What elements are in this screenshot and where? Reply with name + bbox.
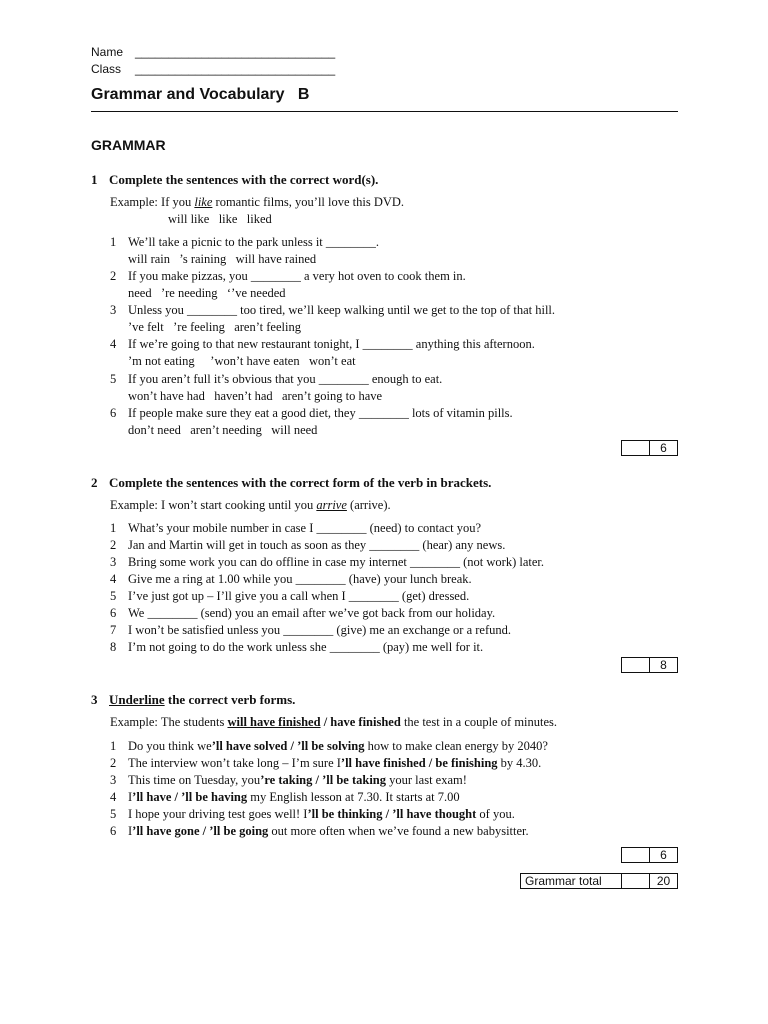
ex1-item-text: If people make sure they eat a good diet, they ________ lots of vitamin pills. bbox=[128, 406, 513, 420]
ex3-item bbox=[110, 807, 515, 822]
ex3-item-options[interactable]: ’ll have solved / ’ll be solving bbox=[211, 739, 365, 753]
name-label: Name bbox=[91, 45, 124, 59]
ex1-item bbox=[110, 235, 379, 250]
ex1-item-number: 4 bbox=[110, 337, 117, 351]
class-label: Class bbox=[91, 62, 122, 76]
ex3-number: 3 bbox=[91, 692, 98, 707]
ex2-example-answer: arrive bbox=[316, 498, 347, 512]
ex1-item-number: 6 bbox=[110, 406, 117, 420]
ex2-score-value: 8 bbox=[660, 658, 667, 672]
name-line[interactable]: ______________________________ bbox=[135, 45, 336, 59]
ex1-item-number: 3 bbox=[110, 303, 117, 317]
ex3-item-post: of you. bbox=[476, 807, 515, 821]
ex2-score-box bbox=[621, 657, 678, 673]
ex3-item bbox=[110, 824, 529, 839]
ex2-item-text: Jan and Martin will get in touch as soon as they ________ (hear) any news. bbox=[128, 538, 506, 552]
ex1-item bbox=[110, 269, 466, 284]
ex2-score-blank[interactable] bbox=[622, 658, 650, 672]
ex3-item bbox=[110, 739, 548, 754]
ex2-item-number: 3 bbox=[110, 555, 117, 569]
ex3-item-pre: The interview won’t take long – I’m sure I bbox=[128, 756, 341, 770]
ex3-item-pre: I bbox=[128, 790, 133, 804]
ex1-item bbox=[110, 406, 513, 421]
ex3-item-number: 2 bbox=[110, 756, 117, 770]
ex3-item-pre: This time on Tuesday, you bbox=[128, 773, 261, 787]
ex2-item-number: 4 bbox=[110, 572, 117, 586]
ex3-score-blank[interactable] bbox=[622, 848, 650, 862]
ex1-item-options[interactable]: need ’re needing ‘’ve needed bbox=[128, 286, 286, 300]
ex3-item bbox=[110, 790, 460, 805]
ex2-example-label: Example: bbox=[110, 498, 158, 512]
ex2-item-text: I won’t be satisfied unless you ________ (give) me an exchange or a refund. bbox=[128, 623, 511, 637]
ex2-example-post: (arrive). bbox=[346, 498, 391, 512]
ex2-item bbox=[110, 640, 483, 655]
ex2-item-text: What’s your mobile number in case I ________ (need) to contact you? bbox=[128, 521, 482, 535]
ex3-example-option-1: will have finished bbox=[227, 715, 321, 729]
ex3-item-number: 3 bbox=[110, 773, 117, 787]
ex1-item-options[interactable]: don’t need aren’t needing will need bbox=[128, 423, 318, 437]
ex1-item-text: Unless you ________ too tired, we’ll keep walking until we get to the top of that hill. bbox=[128, 303, 556, 317]
ex2-item-text: I’ve just got up – I’ll give you a call when I ________ (get) dressed. bbox=[128, 589, 470, 603]
ex3-item-pre: I hope your driving test goes well! I bbox=[128, 807, 308, 821]
ex2-item-text: Bring some work you can do offline in case my internet ________ (not work) later. bbox=[128, 555, 544, 569]
ex2-example bbox=[110, 498, 391, 513]
ex1-item-options[interactable]: ’m not eating ’won’t have eaten won’t eat bbox=[128, 354, 356, 368]
page-title: Grammar and Vocabulary B bbox=[91, 86, 310, 103]
ex2-item bbox=[110, 555, 544, 570]
ex1-instruction bbox=[91, 172, 378, 188]
title-divider bbox=[91, 111, 678, 112]
ex1-item bbox=[110, 337, 535, 352]
ex3-item-options[interactable]: ’re taking / ’ll be taking bbox=[260, 773, 387, 787]
ex3-example-label: Example: bbox=[110, 715, 158, 729]
ex1-example-answer: like bbox=[194, 195, 213, 209]
ex3-instruction-underline: Underline bbox=[109, 692, 165, 707]
ex1-score-box bbox=[621, 440, 678, 456]
ex1-example-post: romantic films, you’ll love this DVD. bbox=[212, 195, 405, 209]
ex3-item-options[interactable]: ’ll have gone / ’ll be going bbox=[132, 824, 269, 838]
ex3-item-number: 1 bbox=[110, 739, 117, 753]
grammar-total-box bbox=[520, 873, 678, 889]
ex1-item-text: If you aren’t full it’s obvious that you ________ enough to eat. bbox=[128, 372, 443, 386]
ex1-instruction-text: Complete the sentences with the correct word(s). bbox=[109, 172, 379, 187]
section-title: GRAMMAR bbox=[91, 137, 166, 153]
ex2-instruction-text: Complete the sentences with the correct form of the verb in brackets. bbox=[109, 475, 492, 490]
ex3-item-post: how to make clean energy by 2040? bbox=[364, 739, 548, 753]
ex1-number: 1 bbox=[91, 172, 98, 187]
ex3-item-post: my English lesson at 7.30. It starts at 7.00 bbox=[247, 790, 460, 804]
ex1-item-options[interactable]: will rain ’s raining will have rained bbox=[128, 252, 317, 266]
ex3-score-box bbox=[621, 847, 678, 863]
ex3-item-options[interactable]: ’ll be thinking / ’ll have thought bbox=[307, 807, 477, 821]
ex1-example bbox=[110, 195, 404, 210]
ex3-item-options[interactable]: ’ll have / ’ll be having bbox=[132, 790, 248, 804]
grammar-total-blank[interactable] bbox=[622, 874, 650, 888]
ex3-item-post: out more often when we’ve found a new babysitter. bbox=[268, 824, 529, 838]
ex1-item-number: 2 bbox=[110, 269, 117, 283]
ex2-item bbox=[110, 623, 511, 638]
ex2-item bbox=[110, 589, 469, 604]
ex3-instruction bbox=[91, 692, 295, 708]
grammar-total-value: 20 bbox=[656, 874, 671, 888]
ex2-item bbox=[110, 521, 481, 536]
ex2-item-text: We ________ (send) you an email after we’ve got back from our holiday. bbox=[128, 606, 496, 620]
ex3-item-options[interactable]: ’ll have finished / be finishing bbox=[340, 756, 498, 770]
ex2-item bbox=[110, 538, 505, 553]
ex2-example-pre: I won’t start cooking until you bbox=[161, 498, 317, 512]
ex3-example-post: the test in a couple of minutes. bbox=[400, 715, 558, 729]
ex3-item-post: by 4.30. bbox=[497, 756, 542, 770]
ex2-item-number: 1 bbox=[110, 521, 117, 535]
ex2-item-number: 5 bbox=[110, 589, 117, 603]
ex1-item-number: 5 bbox=[110, 372, 117, 386]
ex3-item-post: your last exam! bbox=[386, 773, 467, 787]
ex2-item-number: 6 bbox=[110, 606, 117, 620]
ex2-instruction bbox=[91, 475, 491, 491]
ex1-example-label: Example: bbox=[110, 195, 158, 209]
ex2-number: 2 bbox=[91, 475, 98, 490]
ex3-score-value: 6 bbox=[660, 848, 667, 862]
ex2-item-number: 8 bbox=[110, 640, 117, 654]
ex3-item-pre: Do you think we bbox=[128, 739, 212, 753]
ex3-example bbox=[110, 715, 557, 730]
ex2-item bbox=[110, 572, 472, 587]
ex3-instruction-text: the correct verb forms. bbox=[164, 692, 296, 707]
ex1-example-options: will like like liked bbox=[168, 212, 272, 226]
ex3-item-number: 4 bbox=[110, 790, 117, 804]
ex2-item bbox=[110, 606, 495, 621]
ex1-example-pre: If you bbox=[161, 195, 195, 209]
ex1-item-text: If we’re going to that new restaurant tonight, I ________ anything this afternoon. bbox=[128, 337, 535, 351]
ex1-item-text: If you make pizzas, you ________ a very hot oven to cook them in. bbox=[128, 269, 466, 283]
ex2-item-number: 2 bbox=[110, 538, 117, 552]
grammar-total-label: Grammar total bbox=[521, 874, 622, 888]
ex1-item-options[interactable]: won’t have had haven’t had aren’t going to have bbox=[128, 389, 383, 403]
ex1-item bbox=[110, 303, 555, 318]
ex3-example-option-2: have finished bbox=[330, 715, 401, 729]
ex3-item-number: 5 bbox=[110, 807, 117, 821]
ex3-item-pre: I bbox=[128, 824, 133, 838]
ex1-item bbox=[110, 372, 442, 387]
ex3-example-sep: / bbox=[320, 715, 331, 729]
ex3-item-number: 6 bbox=[110, 824, 117, 838]
class-line[interactable]: ______________________________ bbox=[135, 62, 336, 76]
ex3-item bbox=[110, 756, 541, 771]
ex1-item-number: 1 bbox=[110, 235, 117, 249]
ex3-item bbox=[110, 773, 467, 788]
ex1-score-blank[interactable] bbox=[622, 441, 650, 455]
ex2-item-text: I’m not going to do the work unless she ________ (pay) me well for it. bbox=[128, 640, 484, 654]
ex2-item-text: Give me a ring at 1.00 while you ________ (have) your lunch break. bbox=[128, 572, 472, 586]
ex2-item-number: 7 bbox=[110, 623, 117, 637]
ex1-score-value: 6 bbox=[660, 441, 667, 455]
ex3-example-pre: The students bbox=[160, 715, 228, 729]
ex1-item-text: We’ll take a picnic to the park unless it ________. bbox=[128, 235, 380, 249]
ex1-item-options[interactable]: ’ve felt ’re feeling aren’t feeling bbox=[128, 320, 301, 334]
